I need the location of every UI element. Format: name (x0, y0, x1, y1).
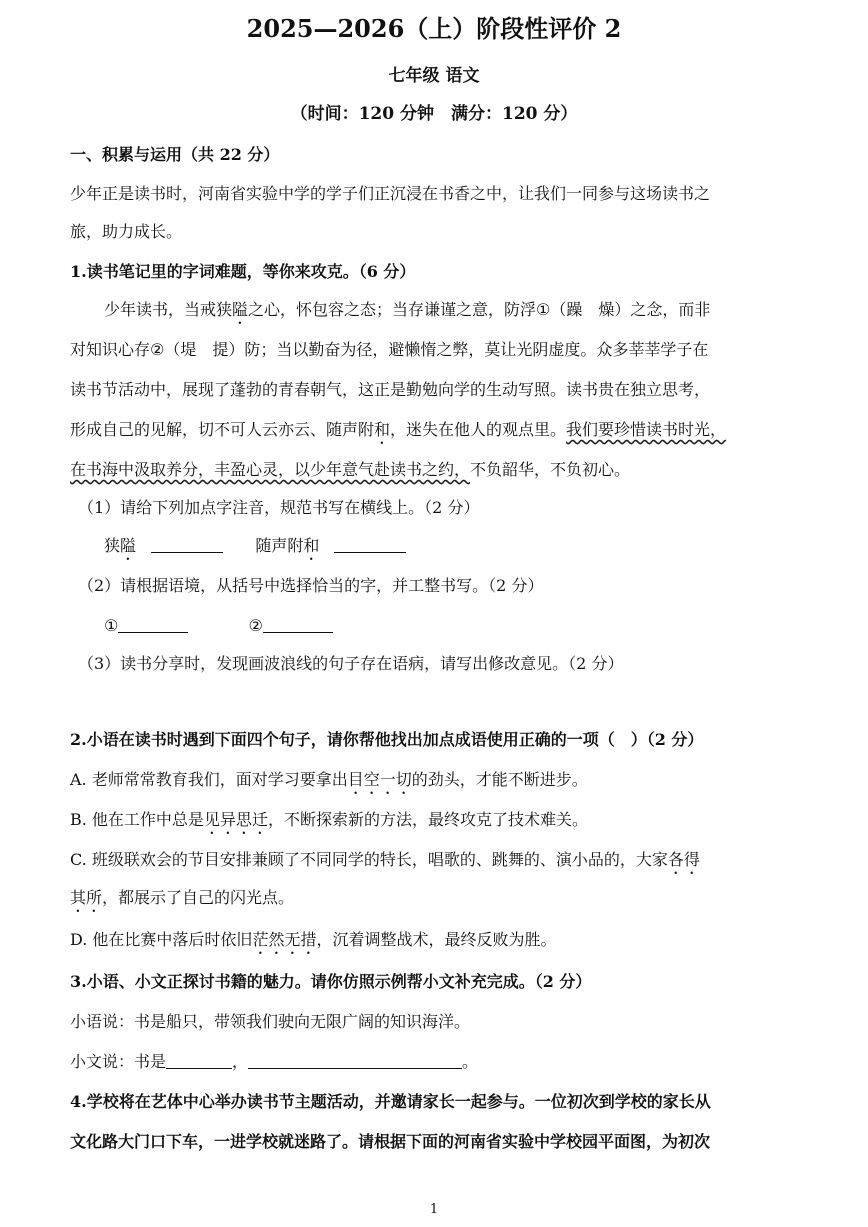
q2-option-b[interactable] (70, 810, 588, 838)
dotted-idiom: 见异思迁 (203, 810, 268, 829)
q3-fill (70, 1052, 478, 1072)
passage-line-2 (70, 340, 708, 360)
q3-stem: 3.小语、小文正探讨书籍的魅力。请你仿照示例帮小文补充完成。（2 分） (70, 972, 592, 991)
answer-blank[interactable] (334, 536, 406, 553)
circle-number: ② (248, 616, 263, 635)
q1-sub2: （2）请根据语境，从括号中选择恰当的字，并工整书写。（2 分） (78, 576, 544, 595)
passage-text: 不负韶华，不负初心。 (470, 460, 631, 479)
answer-blank[interactable] (151, 536, 223, 553)
word-label: 随声附 (255, 536, 304, 555)
passage-text: ，迷失在他人的观点里。 (390, 420, 567, 439)
passage-text: 之心，怀包容之态；当存谦谨之意，防浮 (248, 300, 537, 319)
fill-end: 。 (462, 1052, 479, 1071)
passage-line-5 (70, 460, 630, 480)
passage-line-4 (70, 420, 726, 448)
wavy-sentence: 在书海中汲取养分，丰盈心灵，以少年意气赴读书之约， (70, 460, 471, 479)
circle-number: ① (104, 616, 119, 635)
option-text: ，都展示了自己的闪光点。 (102, 888, 295, 907)
dotted-char: 和 (374, 420, 391, 439)
exam-title: 2025—2026（上）阶段性评价 2 (246, 14, 622, 43)
q2-stem: 2.小语在读书时遇到下面四个句子，请你帮他找出加点成语使用正确的一项（ ）（2 分） (70, 730, 704, 749)
page-number: 1 (429, 1202, 439, 1217)
circle-number: ① (536, 300, 551, 319)
q2-option-a[interactable] (70, 770, 588, 798)
wavy-sentence: 我们要珍惜读书时光， (566, 420, 727, 439)
circle-number: ② (150, 340, 165, 359)
option-text: A. 老师常常教育我们，面对学习要拿出 (70, 770, 348, 789)
passage-line-3: 读书节活动中，展现了蓬勃的青春朝气，这正是勤勉向学的生动写照。读书贵在独立思考， (70, 380, 711, 399)
time-score: （时间：120 分钟 满分：120 分） (290, 104, 578, 124)
dotted-idiom: 各得 (667, 850, 700, 869)
passage-text: 形成自己的见解，切不可人云亦云、随声附 (70, 420, 375, 439)
q1-stem: 1.读书笔记里的字词难题，等你来攻克。（6 分） (70, 262, 416, 281)
section-heading: 一、积累与运用（共 22 分） (70, 145, 280, 164)
section-intro: 少年正是读书时，河南省实验中学的学子们正沉浸在书香之中，让我们一同参与这场读书之 (70, 184, 711, 203)
q4-stem: 4.学校将在艺体中心举办读书节主题活动，并邀请家长一起参与。一位初次到学校的家长从 (70, 1092, 711, 1111)
option-text: ，不断探索新的方法，最终攻克了技术难关。 (267, 810, 588, 829)
q1-sub2-answers (104, 616, 333, 636)
answer-blank[interactable] (263, 616, 333, 633)
section-intro-cont: 旅，助力成长。 (70, 222, 183, 241)
dotted-char: 隘 (232, 300, 249, 319)
passage-line-1 (104, 300, 710, 328)
option-text: 的劲头，才能不断进步。 (411, 770, 588, 789)
dotted-idiom: 茫然无措 (252, 930, 317, 949)
answer-blank[interactable] (118, 616, 188, 633)
q2-option-d[interactable] (70, 930, 556, 958)
passage-text: （堤 提）防；当以勤奋为径，避懒惰之弊，莫让光阴虚度。众多莘莘学子在 (164, 340, 709, 359)
dotted-idiom: 目空一切 (347, 770, 412, 789)
q2-option-c-cont (70, 888, 294, 916)
q1-sub1-answers (104, 536, 406, 564)
passage-text: 对知识心存 (70, 340, 151, 359)
dotted-char: 隘 (120, 536, 137, 555)
q1-sub3: （3）读书分享时，发现画波浪线的句子存在语病，请写出修改意见。（2 分） (78, 654, 624, 673)
option-text: C. 班级联欢会的节目安排兼顾了不同同学的特长，唱歌的、跳舞的、演小品的，大家 (70, 850, 668, 869)
answer-blank[interactable] (166, 1052, 232, 1069)
fill-comma: ， (232, 1052, 249, 1071)
option-text: D. 他在比赛中落后时依旧 (70, 930, 253, 949)
option-text: B. 他在工作中总是 (70, 810, 204, 829)
option-text: ，沉着调整战术，最终反败为胜。 (316, 930, 557, 949)
q2-option-c[interactable] (70, 850, 700, 878)
passage-text: （躁 燥）之念，而非 (550, 300, 711, 319)
q1-sub1: （1）请给下列加点字注音，规范书写在横线上。（2 分） (78, 498, 480, 517)
dotted-idiom: 其所 (70, 888, 103, 907)
passage-text: 少年读书，当戒狭 (104, 300, 233, 319)
q4-stem-cont: 文化路大门口下车，一进学校就迷路了。请根据下面的河南省实验中学校园平面图，为初次 (70, 1132, 711, 1151)
answer-blank[interactable] (248, 1052, 462, 1069)
grade-subject: 七年级 语文 (388, 66, 480, 86)
q3-example: 小语说：书是船只，带领我们驶向无限广阔的知识海洋。 (70, 1012, 471, 1031)
fill-label: 小文说：书是 (70, 1052, 167, 1071)
dotted-char: 和 (303, 536, 320, 555)
word-label: 狭 (104, 536, 121, 555)
